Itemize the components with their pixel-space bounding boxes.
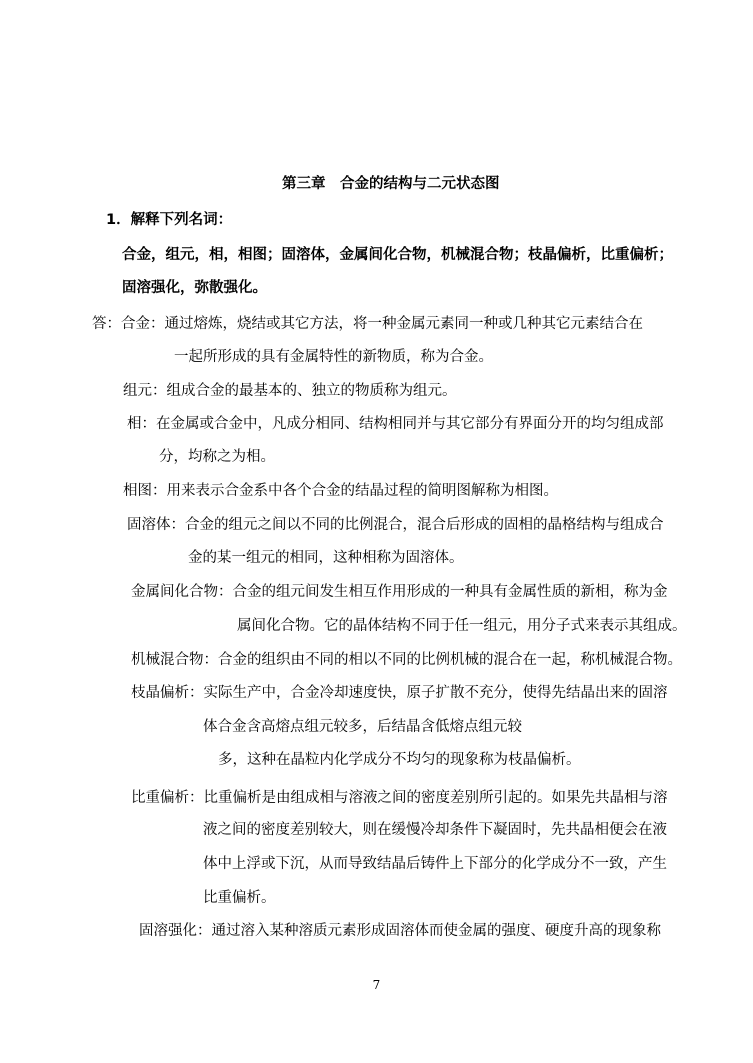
answer-line: 多，这种在晶粒内化学成分不均匀的现象称为枝晶偏析。	[218, 752, 581, 768]
answer-line: 属间化合物。它的晶体结构不同于任一组元，用分子式来表示其组成。	[237, 618, 687, 634]
answer-line: 液之间的密度差别较大，则在缓慢冷却条件下凝固时，先共晶相便会在液	[203, 822, 667, 838]
chapter-title: 第三章 合金的结构与二元状态图	[282, 176, 500, 192]
answer-line: 答：合金：通过熔炼，烧结或其它方法，将一种金属元素同一种或几种其它元素结合在	[92, 316, 643, 332]
answer-line: 体合金含高熔点组元较多，后结晶含低熔点组元较	[203, 719, 522, 735]
answer-line: 机械混合物：合金的组织由不同的相以不同的比例机械的混合在一起，称机械混合物。	[131, 652, 682, 668]
answer-line: 固溶体：合金的组元之间以不同的比例混合，混合后形成的固相的晶格结构与组成合	[127, 517, 664, 533]
question-terms-line: 固溶强化，弥散强化。	[122, 280, 267, 296]
answer-line: 比重偏析。	[203, 890, 276, 906]
answer-line: 分，均称之为相。	[159, 449, 275, 465]
answer-line: 金属间化合物：合金的组元间发生相互作用形成的一种具有金属性质的新相，称为金	[131, 584, 668, 600]
answer-line: 相：在金属或合金中，凡成分相同、结构相同并与其它部分有界面分开的均匀组成部	[127, 416, 664, 432]
answer-line: 组元：组成合金的最基本的、独立的物质称为组元。	[123, 383, 457, 399]
question-terms-line: 合金，组元，相，相图；固溶体，金属间化合物，机械混合物；枝晶偏析，比重偏析；	[122, 247, 673, 263]
page-number: 7	[372, 978, 381, 992]
answer-line: 相图：用来表示合金系中各个合金的结晶过程的简明图解称为相图。	[123, 483, 558, 499]
answer-line: 比重偏析：比重偏析是由组成相与溶液之间的密度差别所引起的。如果先共晶相与溶	[131, 790, 668, 806]
answer-line: 金的某一组元的相同，这种相称为固溶体。	[188, 550, 464, 566]
answer-line: 固溶强化：通过溶入某种溶质元素形成固溶体而使金属的强度、硬度升高的现象称	[139, 923, 661, 939]
answer-line: 一起所形成的具有金属特性的新物质，称为合金。	[174, 349, 493, 365]
question-heading: 1．解释下列名词：	[106, 212, 233, 228]
answer-line: 枝晶偏析：实际生产中，合金冷却速度快，原子扩散不充分，使得先结晶出来的固溶	[131, 685, 668, 701]
answer-line: 体中上浮或下沉，从而导致结晶后铸件上下部分的化学成分不一致，产生	[203, 856, 667, 872]
